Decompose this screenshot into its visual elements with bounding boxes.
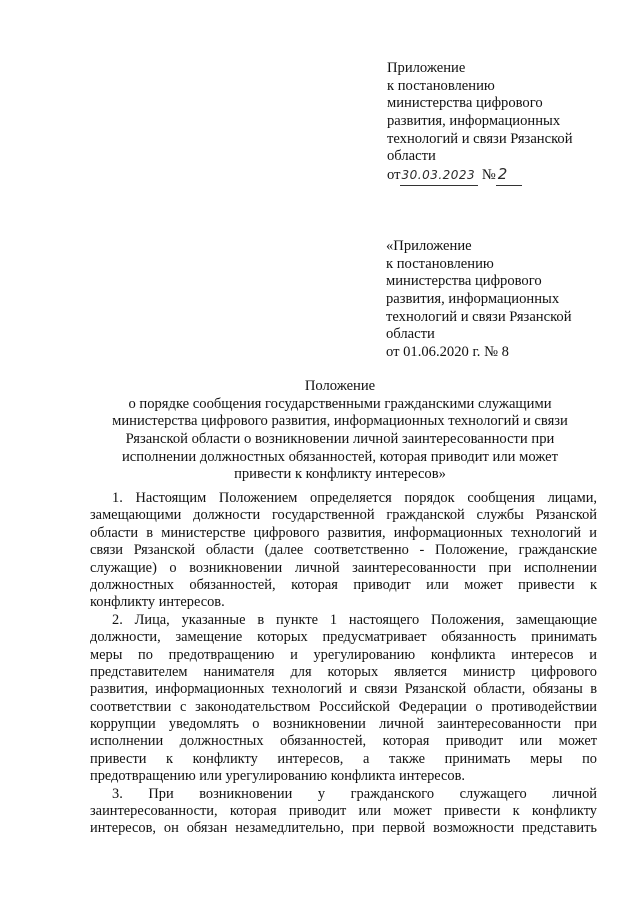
- appendix-line: Приложение: [387, 60, 466, 76]
- paragraph-line: должностных обязанностей, которая приводит или может привести к: [90, 576, 597, 593]
- appendix-line: области: [386, 326, 435, 343]
- paragraph-line: должности, замещение которых предусматривает обязанность принимать: [90, 629, 597, 646]
- appendix-line: министерства цифрового: [387, 95, 543, 112]
- document-body: [90, 490, 597, 838]
- paragraph-line: служащие) о возникновении личной заинтересованности при исполнении: [90, 559, 597, 576]
- document-title: [60, 378, 620, 484]
- title-line: исполнении должностных обязанностей, которая приводит или может: [121, 448, 559, 465]
- paragraph-line: коррупции уведомлять о возникновении личной заинтересованности при: [90, 716, 597, 733]
- title-line: о порядке сообщения государственными гражданскими служащими: [128, 395, 552, 412]
- handwritten-date: 30.03.2023: [400, 167, 478, 186]
- paragraph-line: конфликту интересов.: [90, 594, 225, 611]
- appendix-line: к постановлению: [387, 77, 495, 94]
- paragraph-line: соответствии с законодательством Российской Федерации о противодействии: [90, 698, 597, 715]
- paragraph-line: замещающими должности государственной гражданской службы Рязанской: [90, 507, 597, 524]
- appendix-line: технологий и связи Рязанской: [386, 308, 572, 325]
- paragraph-line: 3. При возникновении у гражданского служащего личной: [112, 785, 597, 802]
- paragraph-line: развития, информационных технологий и связи Рязанской области, обязаны в: [90, 681, 597, 698]
- appendix-line: развития, информационных: [387, 113, 561, 130]
- appendix-line: развития, информационных: [386, 291, 560, 308]
- appendix-current: [387, 60, 573, 184]
- handwritten-number: 2: [496, 166, 522, 186]
- paragraph-line: привести к конфликту интересов, а также принимать меры по: [90, 750, 597, 767]
- appendix-date-line: [387, 166, 573, 184]
- appendix-line: министерства цифрового: [386, 273, 542, 290]
- appendix-line: к постановлению: [386, 255, 494, 272]
- appendix-previous: [386, 238, 572, 362]
- appendix-line: технологий и связи Рязанской: [387, 130, 573, 147]
- paragraph-line: 1. Настоящим Положением определяется порядок сообщения лицами,: [112, 490, 597, 506]
- paragraph-line: 2. Лица, указанные в пункте 1 настоящего Положения, замещающие: [112, 611, 597, 628]
- title-line: Рязанской области о возникновении личной заинтересованности при: [125, 431, 555, 448]
- appendix-line: «Приложение: [386, 238, 472, 254]
- paragraph-line: заинтересованности, которая приводит или может привести к конфликту: [90, 803, 597, 820]
- number-label: №: [481, 167, 496, 184]
- paragraph-line: исполнении должностных обязанностей, которая приводит или может: [90, 733, 597, 750]
- paragraph-line: интересов, он обязан незамедлительно, при первой возможности представить: [90, 820, 597, 837]
- appendix-line: от 01.06.2020 г. № 8: [386, 344, 509, 361]
- paragraph-line: области в министерстве цифрового развития, информационных технологий и: [90, 524, 597, 541]
- title-line: Положение: [304, 378, 376, 394]
- paragraph-line: предотвращению или урегулированию конфликта интересов.: [90, 768, 465, 785]
- date-prefix: от: [387, 167, 401, 184]
- title-line: привести к конфликту интересов»: [234, 466, 446, 483]
- title-line: министерства цифрового развития, информационных технологий и связи: [112, 413, 568, 430]
- paragraph-line: связи Рязанской области (далее соответственно - Положение, гражданские: [90, 542, 597, 559]
- paragraph-line: представителем нанимателя для которых является министр цифрового: [90, 663, 597, 680]
- paragraph-line: меры по предотвращению и урегулированию конфликта интересов и: [90, 646, 597, 663]
- appendix-line: области: [387, 148, 436, 165]
